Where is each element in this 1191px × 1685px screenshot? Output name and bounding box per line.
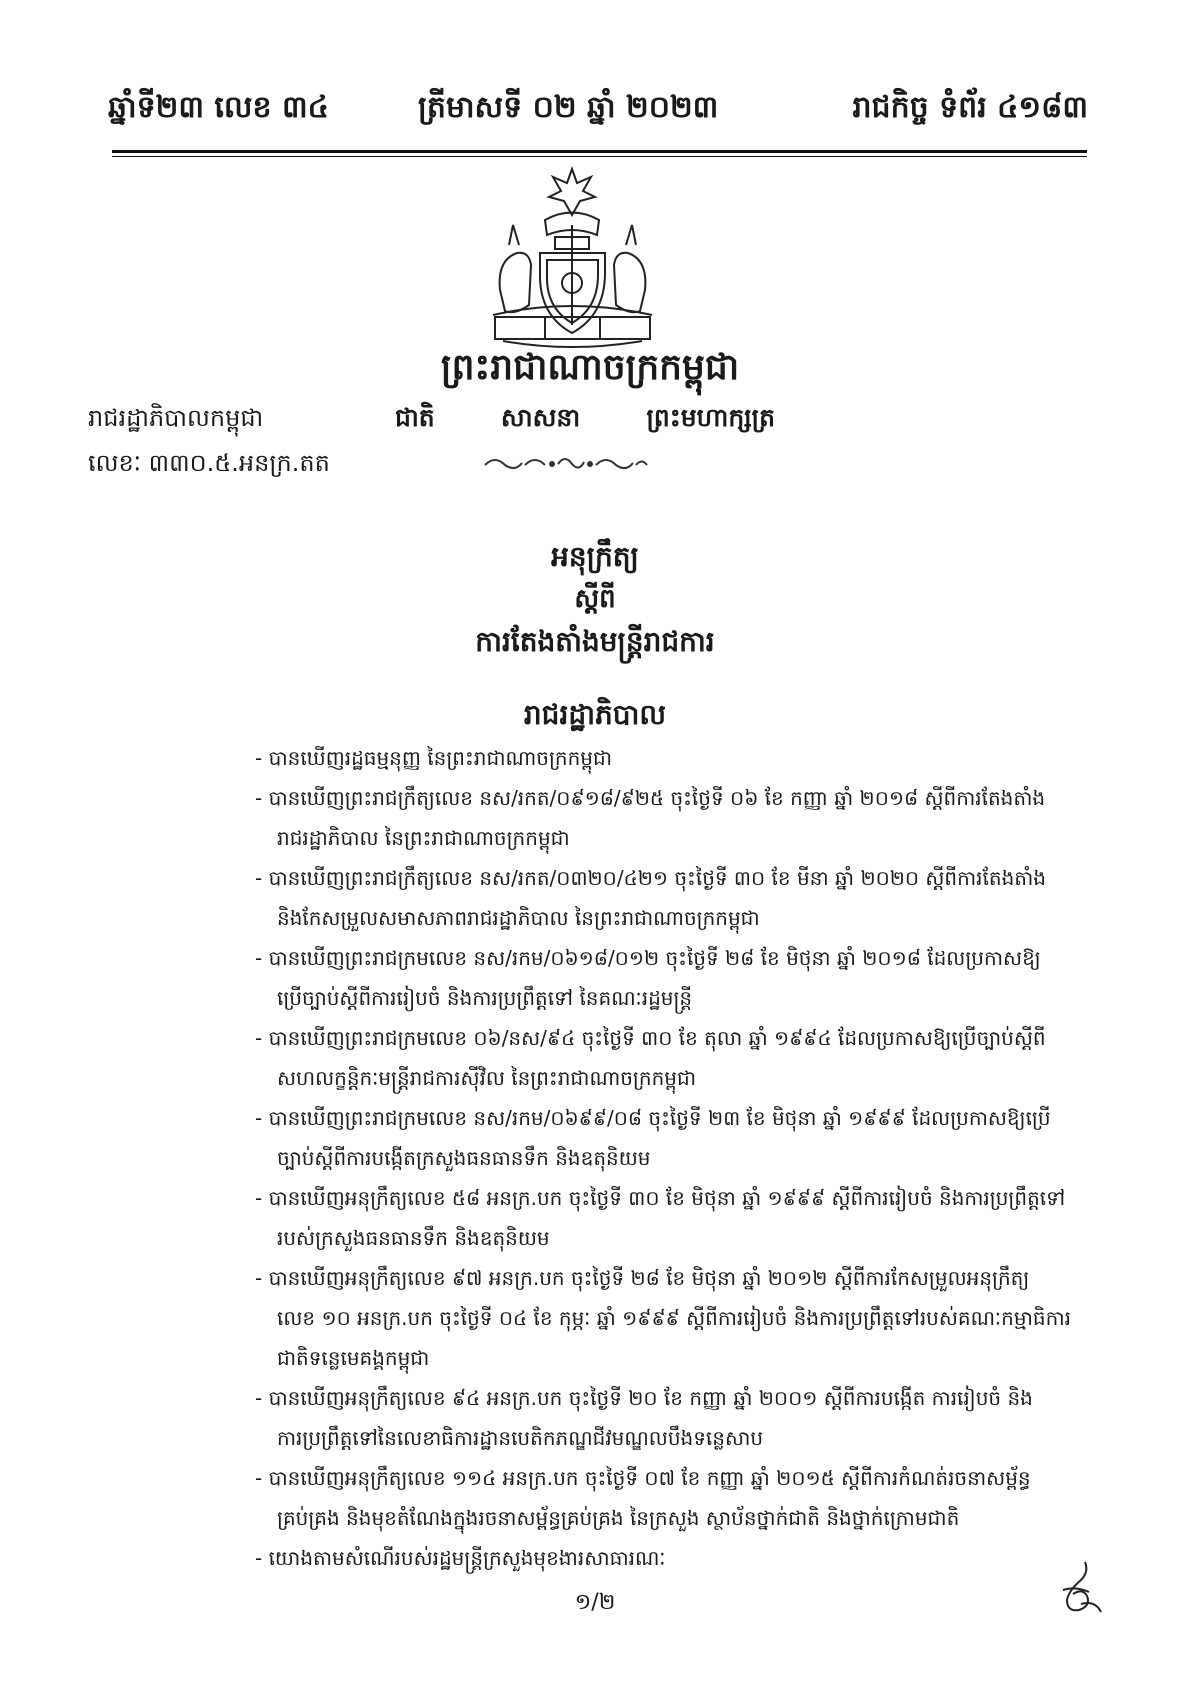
government-name: រាជរដ្ឋាភិបាលកម្ពុជា (88, 404, 264, 432)
recital-line: ច្បាប់ស្តីពីការបង្កើតក្រសួងធនធានទឹក និងឧតុនិយម (277, 1146, 651, 1170)
decree-about: ស្តីពី (574, 584, 616, 614)
recital-line: - បានឃើញអនុក្រឹត្យលេខ ៥៨ អនក្រ.បក ចុះថ្ងៃទី ៣០ ខែ មិថុនា ឆ្នាំ ១៩៩៩ ស្តីពីការរៀបចំ និងការប្រព្រឹត្តទៅ (255, 1186, 1066, 1210)
recital-line: - យោងតាមសំណើរបស់រដ្ឋមន្ត្រីក្រសួងមុខងារសាធារណៈ (255, 1546, 666, 1570)
decree-type: អនុក្រឹត្យ (551, 540, 639, 573)
motto-king: ព្រះមហាក្សត្រ (646, 403, 775, 432)
recital-line: ប្រើច្បាប់ស្តីពីការរៀបចំ និងការប្រព្រឹត្តទៅ នៃគណៈរដ្ឋមន្ត្រី (277, 986, 693, 1010)
royal-coat-of-arms-icon (485, 165, 660, 355)
page-number: ១/២ (574, 1590, 616, 1615)
recital-line: និងកែសម្រួលសមាសភាពរាជរដ្ឋាភិបាល នៃព្រះរាជាណាចក្រកម្ពុជា (277, 906, 760, 930)
recital-line: - បានឃើញព្រះរាជក្រឹត្យលេខ នស/រកត/០៩១៨/៩២៥ ចុះថ្ងៃទី ០៦ ខែ កញ្ញា ឆ្នាំ ២០១៨ ស្តីពីការតែងតាំង (255, 786, 1046, 810)
recital-item (255, 1178, 1083, 1258)
recital-line: គ្រប់គ្រង និងមុខតំណែងក្នុងរចនាសម្ព័ន្ធគ្រប់គ្រង នៃក្រសួង ស្ថាប័នថ្នាក់ជាតិ និងថ្នាក់ក្រោមជាតិ (277, 1506, 960, 1530)
recital-item (255, 778, 1083, 858)
recital-item (255, 1018, 1083, 1098)
recital-line: - បានឃើញព្រះរាជក្រមលេខ នស/រកម/០៦៩៩/០៨ ចុះថ្ងៃទី ២៣ ខែ មិថុនា ឆ្នាំ ១៩៩៩ ដែលប្រកាសឱ្យប្រើ (255, 1106, 1051, 1130)
recital-item (255, 1458, 1083, 1538)
document-number: លេខៈ ៣៣០.៥.អនក្រ.តត (88, 449, 330, 477)
recital-line: សហលក្ខន្តិកៈមន្ត្រីរាជការស៊ីវិល នៃព្រះរាជាណាចក្រកម្ពុជា (277, 1066, 697, 1090)
recital-line: ការប្រព្រឹត្តទៅនៃលេខាធិការដ្ឋានបេតិកភណ្ឌជីវមណ្ឌលបឹងទន្លេសាប (277, 1426, 764, 1450)
kingdom-title: ព្រះរាជាណាចក្រកម្ពុជា (440, 347, 740, 388)
gazette-header (108, 78, 1088, 138)
recital-item (255, 858, 1083, 938)
recital-line: - បានឃើញរដ្ឋធម្មនុញ្ញ នៃព្រះរាជាណាចក្រកម្ពុជា (255, 746, 613, 770)
recital-item (255, 938, 1083, 1018)
recital-line: របស់ក្រសួងធនធានទឹក និងឧតុនិយម (277, 1226, 550, 1250)
recital-item (255, 738, 1083, 778)
recital-item (255, 1538, 1083, 1578)
recital-item (255, 1098, 1083, 1178)
gazette-page: រាជកិច្ច ទំព័រ ៤១៨៣ (852, 90, 1088, 125)
recitals-list (255, 738, 1083, 1578)
national-motto (395, 398, 775, 438)
recital-item (255, 1378, 1083, 1458)
recital-line: - បានឃើញអនុក្រឹត្យលេខ ៩៤ អនក្រ.បក ចុះថ្ងៃទី ២០ ខែ កញ្ញា ឆ្នាំ ២០០១ ស្តីពីការបង្កើត ការរៀបចំ និង (255, 1386, 1033, 1410)
gazette-quarter: ត្រីមាសទី ០២ ឆ្នាំ ២០២៣ (418, 90, 719, 125)
recital-line: - បានឃើញអនុក្រឹត្យលេខ ១១៤ អនក្រ.បក ចុះថ្ងៃទី ០៧ ខែ កញ្ញា ឆ្នាំ ២០១៥ ស្តីពីការកំណត់រចនាសម្ព័ន្ធ (255, 1466, 1031, 1490)
motto-nation: ជាតិ (395, 403, 435, 432)
recital-line: - បានឃើញព្រះរាជក្រមលេខ ០៦/នស/៩៤ ចុះថ្ងៃទី ៣០ ខែ តុលា ឆ្នាំ ១៩៩៤ ដែលប្រកាសឱ្យប្រើច្បាប់ស្តីពី (255, 1026, 1046, 1050)
gazette-issue: ឆ្នាំទី២៣ លេខ ៣៤ (108, 90, 329, 125)
motto-religion: សាសនា (500, 403, 581, 432)
issuer-heading: រាជរដ្ឋាភិបាល (523, 698, 667, 731)
recital-line: រាជរដ្ឋាភិបាល នៃព្រះរាជាណាចក្រកម្ពុជា (277, 826, 570, 850)
recital-line: លេខ ១០ អនក្រ.បក ចុះថ្ងៃទី ០៤ ខែ កុម្ភៈ ឆ្នាំ ១៩៩៩ ស្តីពីការរៀបចំ និងការប្រព្រឹត្តទៅរបស់គណៈកម្មាធិការ (277, 1306, 1071, 1330)
khmer-ornament-divider-icon (480, 450, 650, 476)
recital-line: - បានឃើញព្រះរាជក្រឹត្យលេខ នស/រកត/០៣២០/៤២១ ចុះថ្ងៃទី ៣០ ខែ មីនា ឆ្នាំ ២០២០ ស្តីពីការតែងតាំង (255, 866, 1046, 890)
decree-subject: ការតែងតាំងមន្ត្រីរាជការ (475, 625, 715, 658)
recital-line: - បានឃើញអនុក្រឹត្យលេខ ៩៧ អនក្រ.បក ចុះថ្ងៃទី ២៨ ខែ មិថុនា ឆ្នាំ ២០១២ ស្តីពីការកែសម្រួលអនុក្រឹត្យ (255, 1266, 1030, 1290)
handwritten-initials-icon (1055, 1560, 1105, 1620)
recital-line: ជាតិទន្លេមេគង្គកម្ពុជា (277, 1346, 430, 1370)
recital-item (255, 1258, 1083, 1378)
header-divider (112, 150, 1087, 157)
recital-line: - បានឃើញព្រះរាជក្រមលេខ នស/រកម/០៦១៨/០១២ ចុះថ្ងៃទី ២៨ ខែ មិថុនា ឆ្នាំ ២០១៨ ដែលប្រកាសឱ្យ (255, 946, 1041, 970)
